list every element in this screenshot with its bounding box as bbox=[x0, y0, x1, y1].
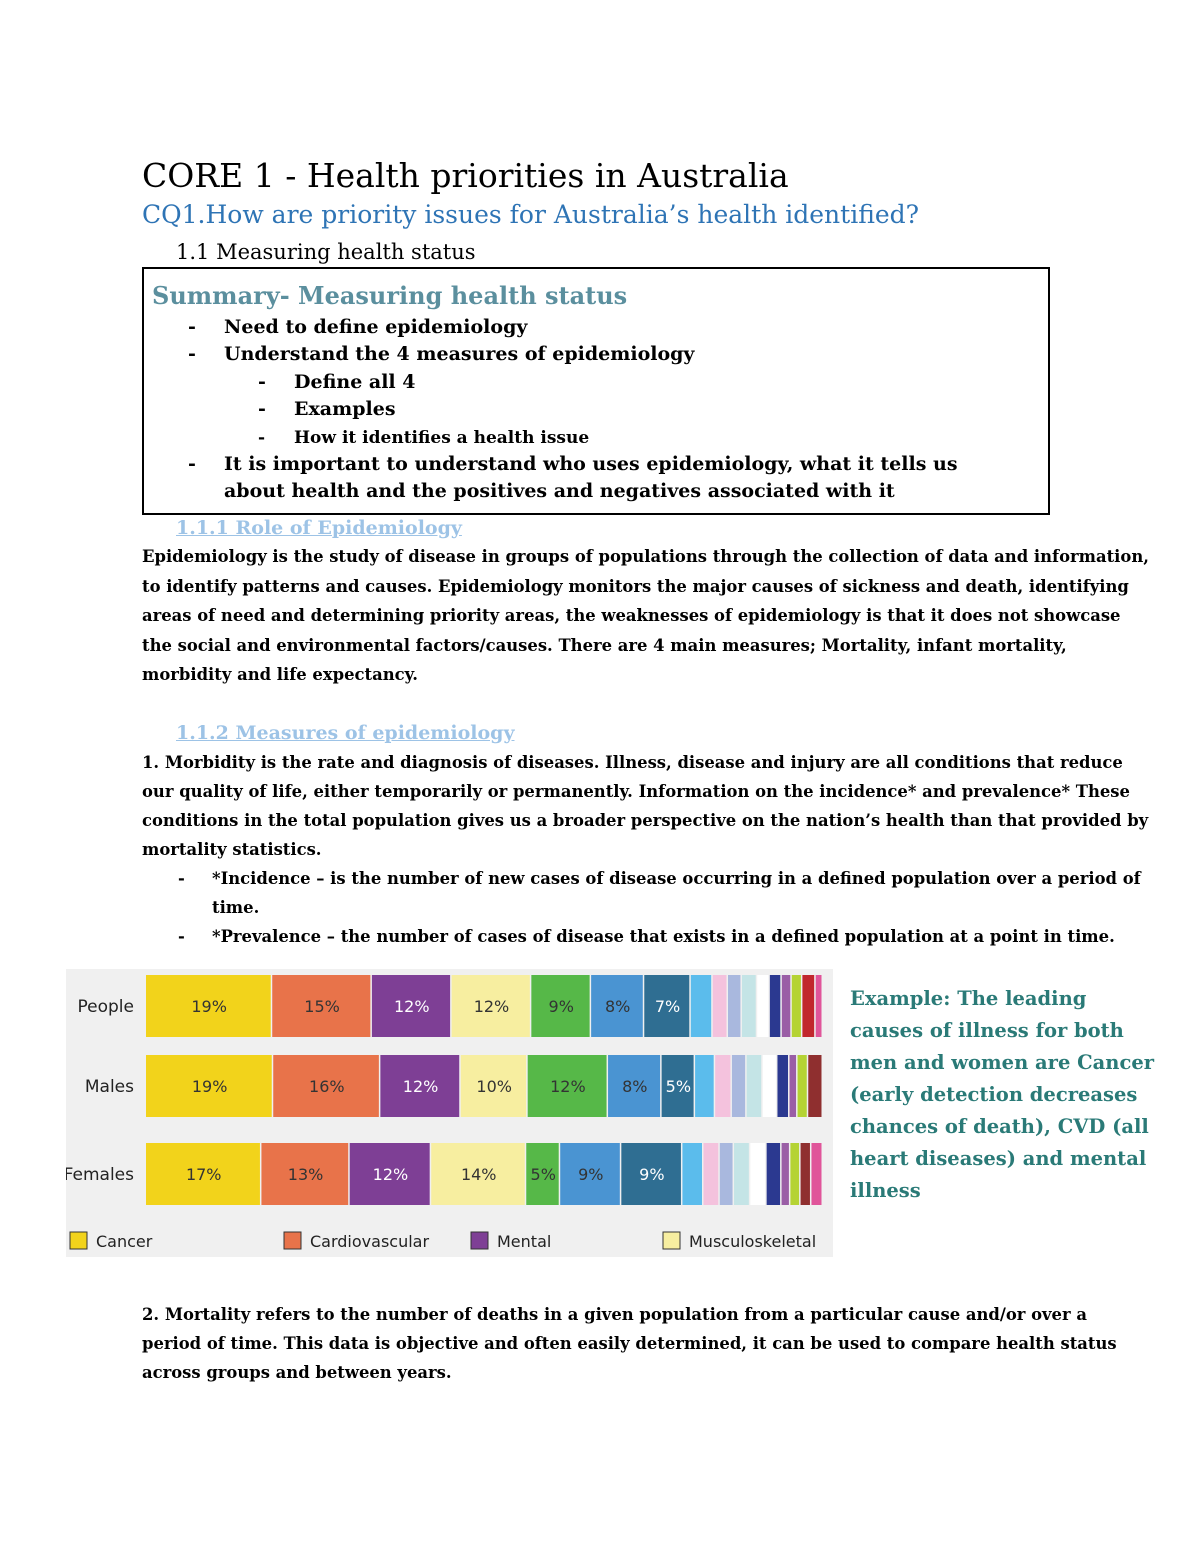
segment-value-label: 8% bbox=[622, 1077, 648, 1096]
bar-segment bbox=[742, 975, 756, 1037]
section-heading-1-1-1: 1.1.1 Role of Epidemiology bbox=[176, 517, 462, 539]
bullet-dash: - bbox=[178, 927, 185, 946]
mortality-paragraph bbox=[142, 1300, 1152, 1387]
bar-segment bbox=[713, 975, 727, 1037]
category-label: Males bbox=[84, 1077, 134, 1097]
paragraph-line: mortality statistics. bbox=[142, 840, 322, 859]
summary-item-text: Define all 4 bbox=[294, 371, 416, 393]
legend-swatch bbox=[70, 1232, 87, 1249]
summary-item bbox=[188, 343, 695, 365]
bar-segment bbox=[790, 1143, 799, 1205]
bar-segment bbox=[770, 975, 780, 1037]
legend-swatch bbox=[663, 1232, 680, 1249]
segment-value-label: 8% bbox=[605, 997, 631, 1016]
cq1-heading: CQ1.How are priority issues for Australia’s health identified? bbox=[142, 200, 920, 229]
segment-value-label: 17% bbox=[185, 1165, 222, 1184]
segment-value-label: 7% bbox=[654, 997, 681, 1016]
bar-segment bbox=[747, 1055, 762, 1117]
role-paragraph bbox=[142, 542, 1152, 690]
paragraph-line: 1. Morbidity is the rate and diagnosis of diseases. Illness, disease and injury are all conditions that reduce bbox=[142, 753, 1123, 772]
bullet-dash: - bbox=[188, 453, 196, 475]
bar-segment bbox=[757, 975, 768, 1037]
segment-value-label: 19% bbox=[191, 997, 227, 1016]
bullet-line: *Prevalence – the number of cases of disease that exists in a defined population at a point in time. bbox=[212, 927, 1115, 946]
segment-value-label: 16% bbox=[309, 1077, 345, 1096]
paragraph-line: areas of need and determining priority areas, the weaknesses of epidemiology is that it does not showcase bbox=[142, 606, 1121, 625]
illness-causes-chart bbox=[66, 969, 833, 1257]
summary-item bbox=[188, 316, 528, 338]
bar-segment bbox=[703, 1143, 718, 1205]
segment-value-label: 9% bbox=[639, 1165, 665, 1184]
segment-value-label: 5% bbox=[665, 1077, 692, 1096]
bar-segment bbox=[691, 975, 711, 1037]
summary-subitem bbox=[258, 371, 416, 393]
segment-value-label: 12% bbox=[402, 1077, 439, 1096]
bullet-dash: - bbox=[258, 398, 266, 420]
bar-segment bbox=[801, 1143, 810, 1205]
example-text: Example: The leading causes of illness for both men and women are Cancer (early detection decreases chances of death), CVD (all heart diseases) and mental illness bbox=[850, 987, 1155, 1202]
bullet-line: time. bbox=[212, 898, 260, 917]
summary-box bbox=[142, 267, 1050, 515]
paragraph-line: our quality of life, either temporarily or permanently. Information on the incidence* and prevalence* These bbox=[142, 782, 1130, 801]
paragraph-line: across groups and between years. bbox=[142, 1363, 452, 1382]
paragraph-line: conditions in the total population gives us a broader perspective on the nation’s health than that provided by bbox=[142, 811, 1149, 830]
bar-segment bbox=[763, 1055, 776, 1117]
category-label: People bbox=[77, 997, 134, 1017]
category-label: Females bbox=[66, 1165, 134, 1185]
document-title: CORE 1 - Health priorities in Australia bbox=[142, 156, 789, 195]
summary-subitem bbox=[258, 398, 396, 420]
segment-value-label: 5% bbox=[530, 1165, 556, 1184]
bar-segment bbox=[808, 1055, 821, 1117]
paragraph-line: Epidemiology is the study of disease in groups of populations through the collection of data and information, bbox=[142, 547, 1149, 566]
paragraph-line: to identify patterns and causes. Epidemiology monitors the major causes of sickness and death, identifying bbox=[142, 576, 1129, 596]
bullet-dash: - bbox=[178, 869, 185, 888]
legend-label: Cancer bbox=[96, 1232, 153, 1251]
segment-value-label: 13% bbox=[287, 1165, 324, 1184]
bar-segment bbox=[728, 975, 740, 1037]
legend-swatch bbox=[471, 1232, 488, 1249]
prevalence-bullet bbox=[178, 922, 1152, 951]
morbidity-paragraph bbox=[142, 748, 1152, 864]
bar-segment bbox=[682, 1143, 702, 1205]
paragraph-line: the social and environmental factors/causes. There are 4 main measures; Mortality, infant mortality, bbox=[142, 635, 1067, 655]
segment-value-label: 9% bbox=[548, 997, 574, 1016]
paragraph-line: morbidity and life expectancy. bbox=[142, 665, 418, 684]
summary-item-text: It is important to understand who uses epidemiology, what it tells us about health and the positives and negatives associated with it bbox=[224, 453, 958, 502]
paragraph-line: 2. Mortality refers to the number of deaths in a given population from a particular cause and/or over a bbox=[142, 1305, 1087, 1324]
legend-swatch bbox=[284, 1232, 301, 1249]
segment-value-label: 12% bbox=[550, 1077, 586, 1096]
section-heading-1-1: 1.1 Measuring health status bbox=[176, 240, 476, 264]
bar-segment bbox=[792, 975, 801, 1037]
legend-label: Cardiovascular bbox=[310, 1232, 430, 1251]
bar-segment bbox=[802, 975, 814, 1037]
bar-segment bbox=[816, 975, 822, 1037]
bullet-line: *Incidence – is the number of new cases of disease occurring in a defined population over a period of bbox=[212, 869, 1141, 888]
bar-segment bbox=[720, 1143, 733, 1205]
segment-value-label: 19% bbox=[191, 1077, 228, 1096]
bar-segment bbox=[790, 1055, 797, 1117]
summary-item-text: Need to define epidemiology bbox=[224, 316, 528, 338]
bullet-dash: - bbox=[258, 371, 266, 393]
stacked-bar-chart bbox=[66, 969, 833, 1257]
segment-value-label: 14% bbox=[460, 1165, 497, 1184]
summary-title: Summary- Measuring health status bbox=[152, 281, 628, 310]
bar-segment bbox=[767, 1143, 780, 1205]
bar-segment bbox=[732, 1055, 745, 1117]
segment-value-label: 10% bbox=[476, 1077, 512, 1096]
bar-segment bbox=[782, 1143, 789, 1205]
bar-segment bbox=[715, 1055, 730, 1117]
summary-subitem bbox=[258, 428, 590, 448]
summary-item bbox=[188, 451, 1014, 505]
legend-label: Musculoskeletal bbox=[689, 1232, 817, 1251]
bar-segment bbox=[798, 1055, 807, 1117]
summary-item-text: How it identifies a health issue bbox=[294, 428, 590, 448]
segment-value-label: 12% bbox=[393, 997, 430, 1016]
bar-segment bbox=[734, 1143, 749, 1205]
bullet-dash: - bbox=[258, 428, 266, 448]
bar-segment bbox=[750, 1143, 765, 1205]
segment-value-label: 9% bbox=[578, 1165, 604, 1184]
legend-label: Mental bbox=[497, 1232, 552, 1251]
segment-value-label: 12% bbox=[372, 1165, 409, 1184]
bar-segment bbox=[695, 1055, 714, 1117]
summary-item-text: Understand the 4 measures of epidemiology bbox=[224, 343, 695, 365]
segment-value-label: 12% bbox=[473, 997, 510, 1016]
paragraph-line: period of time. This data is objective and often easily determined, it can be used to compare health status bbox=[142, 1334, 1117, 1353]
bullet-dash: - bbox=[188, 343, 196, 365]
bullet-dash: - bbox=[188, 316, 196, 338]
bar-segment bbox=[811, 1143, 821, 1205]
summary-item-text: Examples bbox=[294, 398, 396, 420]
bar-segment bbox=[782, 975, 790, 1037]
section-heading-1-1-2: 1.1.2 Measures of epidemiology bbox=[176, 722, 515, 744]
segment-value-label: 15% bbox=[304, 997, 340, 1016]
incidence-bullet bbox=[178, 864, 1152, 922]
bar-segment bbox=[777, 1055, 788, 1117]
